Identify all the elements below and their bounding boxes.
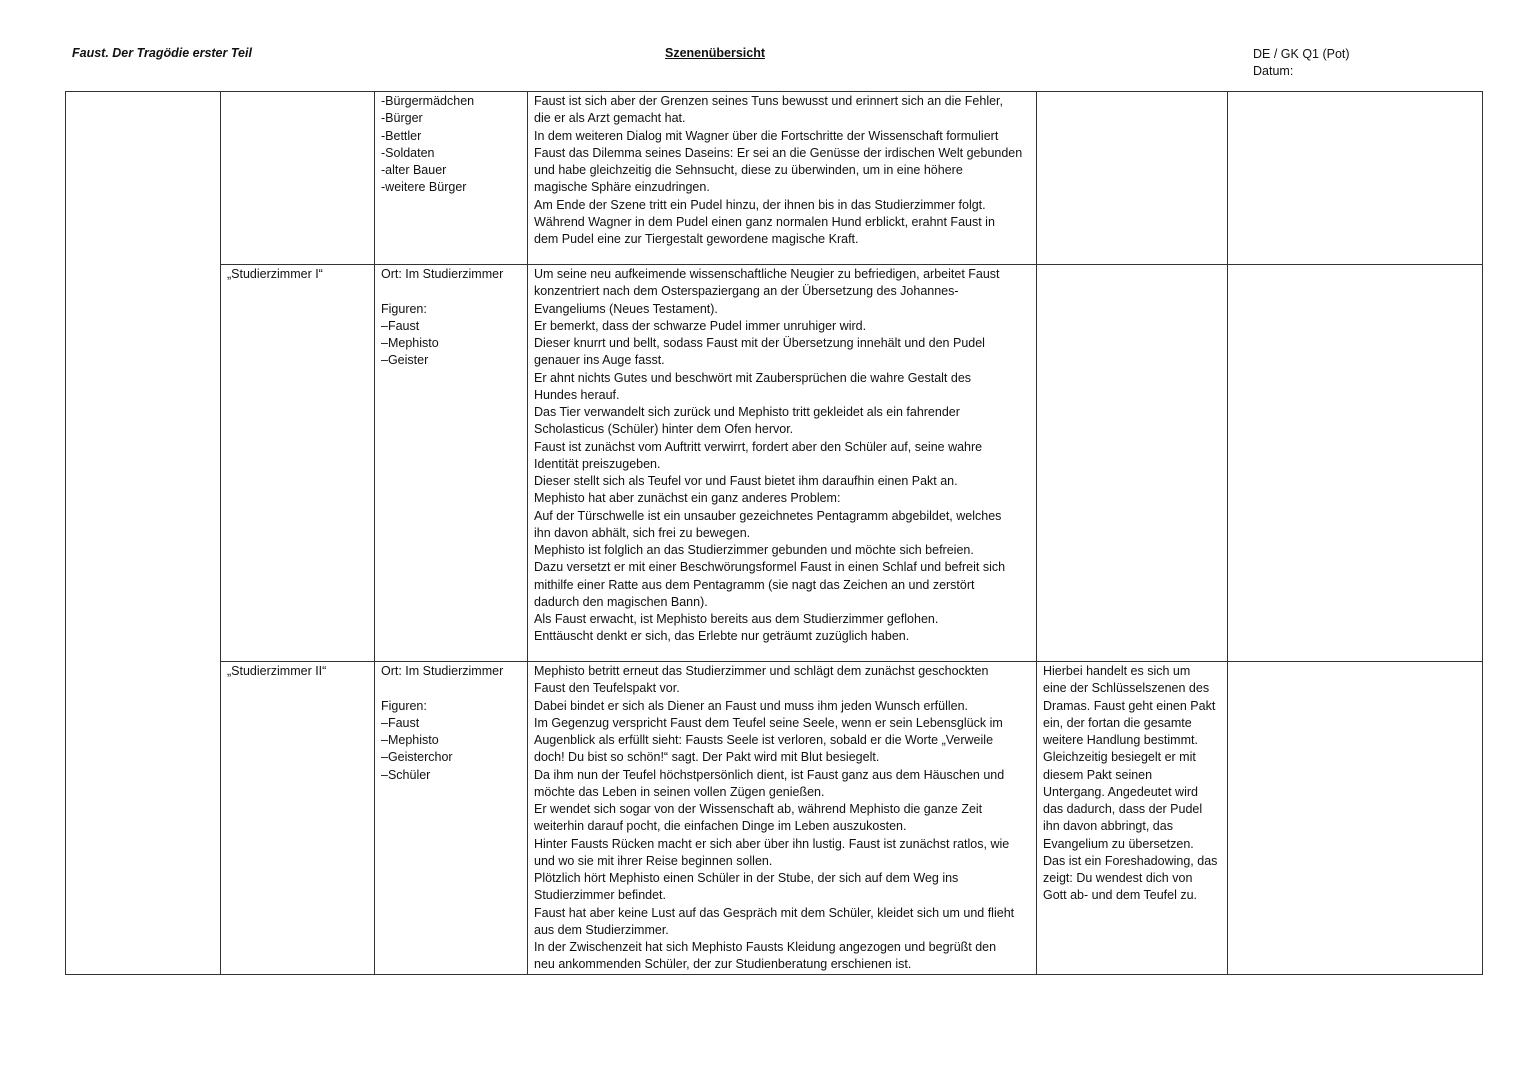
text-line: Plötzlich hört Mephisto einen Schüler in der Stube, der sich auf dem Weg ins bbox=[534, 871, 959, 885]
notes-cell bbox=[1037, 662, 1228, 975]
text-line: Hinter Fausts Rücken macht er sich aber über ihn lustig. Faust ist zunächst ratlos, wie bbox=[534, 836, 1010, 851]
text-line: ihn davon abhält, sich frei zu bewegen. bbox=[534, 525, 751, 540]
text-line: weiterhin darauf pocht, die einfachen Dinge im Leben auszukosten. bbox=[534, 819, 907, 834]
text-line: Auf der Türschwelle ist ein unsauber gezeichnetes Pentagramm abgebildet, welches bbox=[534, 508, 1002, 523]
figures-cell bbox=[375, 265, 528, 662]
text-line: –Mephisto bbox=[381, 733, 439, 747]
text-line: konzentriert nach dem Osterspaziergang an der Übersetzung des Johannes- bbox=[534, 284, 959, 299]
act-cell bbox=[66, 92, 221, 975]
text-line: -weitere Bürger bbox=[381, 180, 467, 195]
scene-cell bbox=[221, 92, 375, 265]
text-line: -Bürgermädchen bbox=[381, 94, 475, 108]
text-line: Da ihm nun der Teufel höchstpersönlich dient, ist Faust ganz aus dem Häuschen und bbox=[534, 767, 1005, 782]
text-line: Studierzimmer befindet. bbox=[534, 888, 667, 903]
extra-cell bbox=[1228, 265, 1483, 662]
text-line: Evangeliums (Neues Testament). bbox=[534, 301, 718, 316]
text-line: ein, der fortan die gesamte bbox=[1043, 715, 1192, 730]
text-line: Mephisto ist folglich an das Studierzimmer gebunden und möchte sich befreien. bbox=[534, 543, 974, 557]
scene-table bbox=[65, 91, 1483, 975]
course-info bbox=[1253, 46, 1350, 80]
text-line: die er als Arzt gemacht hat. bbox=[534, 111, 686, 126]
content-cell bbox=[528, 662, 1037, 975]
section-title: Szenenübersicht bbox=[665, 46, 766, 60]
text-line: Dabei bindet er sich als Diener an Faust und muss ihm jeden Wunsch erfüllen. bbox=[534, 698, 969, 713]
text-line: In der Zwischenzeit hat sich Mephisto Fausts Kleidung angezogen und begrüßt den bbox=[534, 940, 997, 954]
table-row bbox=[66, 265, 1483, 662]
text-line: Er wendet sich sogar von der Wissenschaft ab, während Mephisto die ganze Zeit bbox=[534, 802, 983, 816]
place-label: Ort: Im Studierzimmer bbox=[381, 267, 504, 281]
text-line: das dadurch, dass der Pudel bbox=[1043, 802, 1203, 816]
text-line: Gleichzeitig besiegelt er mit bbox=[1043, 750, 1196, 765]
content-cell bbox=[528, 92, 1037, 265]
place-label: Ort: Im Studierzimmer bbox=[381, 664, 504, 678]
text-line: Mephisto hat aber zunächst ein ganz anderes Problem: bbox=[534, 491, 841, 506]
text-line: und wo sie mit ihrer Reise beginnen sollen. bbox=[534, 853, 773, 868]
text-line: diesem Pakt seinen bbox=[1043, 767, 1153, 782]
extra-cell bbox=[1228, 662, 1483, 975]
text-line: ihn davon abbringt, das bbox=[1043, 819, 1173, 834]
text-line: Hundes herauf. bbox=[534, 387, 620, 402]
text-line: –Schüler bbox=[381, 767, 431, 782]
text-line: -Soldaten bbox=[381, 145, 435, 160]
text-line: –Mephisto bbox=[381, 336, 439, 350]
text-line: Als Faust erwacht, ist Mephisto bereits aus dem Studierzimmer geflohen. bbox=[534, 612, 939, 626]
text-line: Um seine neu aufkeimende wissenschaftliche Neugier zu befriedigen, arbeitet Faust bbox=[534, 267, 1000, 281]
document-title: Faust. Der Tragödie erster Teil bbox=[72, 46, 252, 60]
text-line: Gott ab- und dem Teufel zu. bbox=[1043, 888, 1198, 903]
text-line: Dieser stellt sich als Teufel vor und Faust bietet ihm daraufhin einen Pakt an. bbox=[534, 474, 958, 488]
text-line: –Geister bbox=[381, 353, 429, 368]
text-line: mithilfe einer Ratte aus dem Pentagramm (sie nagt das Zeichen an und zerstört bbox=[534, 577, 975, 592]
text-line: In dem weiteren Dialog mit Wagner über die Fortschritte der Wissenschaft formuliert bbox=[534, 128, 999, 143]
text-line: Faust das Dilemma seines Daseins: Er sei an die Genüsse der irdischen Welt gebunden bbox=[534, 145, 1023, 160]
scene-cell: „Studierzimmer II“ bbox=[221, 662, 375, 975]
table-row bbox=[66, 92, 1483, 265]
text-line: –Geisterchor bbox=[381, 750, 453, 765]
text-line: Hierbei handelt es sich um bbox=[1043, 664, 1191, 678]
text-line: Enttäuscht denkt er sich, das Erlebte nur geträumt zuzüglich haben. bbox=[534, 629, 910, 644]
text-line: Im Gegenzug verspricht Faust dem Teufel seine Seele, wenn er sein Lebensglück im bbox=[534, 715, 1003, 730]
table-row bbox=[66, 662, 1483, 975]
content-cell bbox=[528, 265, 1037, 662]
text-line: Er ahnt nichts Gutes und beschwört mit Zaubersprüchen die wahre Gestalt des bbox=[534, 370, 972, 385]
figures-label: Figuren: bbox=[381, 698, 427, 713]
text-line: Dazu versetzt er mit einer Beschwörungsformel Faust in einen Schlaf und befreit sich bbox=[534, 560, 1006, 575]
extra-cell bbox=[1228, 92, 1483, 265]
text-line: eine der Schlüsselszenen des bbox=[1043, 681, 1210, 696]
text-line: Faust ist sich aber der Grenzen seines Tuns bewusst und erinnert sich an die Fehler, bbox=[534, 94, 1003, 108]
text-line: Am Ende der Szene tritt ein Pudel hinzu, der ihnen bis in das Studierzimmer folgt. bbox=[534, 197, 986, 212]
text-line: doch! Du bist so schön!“ sagt. Der Pakt wird mit Blut besiegelt. bbox=[534, 750, 880, 765]
text-line: aus dem Studierzimmer. bbox=[534, 922, 669, 937]
text-line: Augenblick als erfüllt sieht: Fausts Seele ist verloren, sobald er die Worte „Verweile bbox=[534, 733, 994, 747]
text-line: dadurch den magischen Bann). bbox=[534, 594, 708, 609]
text-line: Untergang. Angedeutet wird bbox=[1043, 784, 1198, 799]
text-line: Evangelium zu übersetzen. bbox=[1043, 836, 1194, 851]
figures-label: Figuren: bbox=[381, 301, 427, 316]
text-line: dem Pudel eine zur Tiergestalt gewordene magische Kraft. bbox=[534, 232, 859, 246]
text-line: Mephisto betritt erneut das Studierzimmer und schlägt dem zunächst geschockten bbox=[534, 664, 989, 678]
text-line: Faust ist zunächst vom Auftritt verwirrt, fordert aber den Schüler auf, seine wahre bbox=[534, 439, 983, 454]
text-line: möchte das Leben in seinen vollen Zügen genießen. bbox=[534, 784, 825, 799]
scene-cell: „Studierzimmer I“ bbox=[221, 265, 375, 662]
figures-list bbox=[381, 318, 521, 370]
text-line: zeigt: Du wendest dich von bbox=[1043, 871, 1193, 885]
date-label: Datum: bbox=[1253, 64, 1294, 78]
text-line: magische Sphäre einzudringen. bbox=[534, 180, 710, 195]
course-label: DE / GK Q1 (Pot) bbox=[1253, 47, 1350, 61]
text-line: neu ankommenden Schüler, der zur Studienberatung erschienen ist. bbox=[534, 957, 912, 972]
text-line: weitere Handlung bestimmt. bbox=[1043, 733, 1198, 747]
text-line: Er bemerkt, dass der schwarze Pudel immer unruhiger wird. bbox=[534, 318, 867, 333]
text-line: Faust hat aber keine Lust auf das Gespräch mit dem Schüler, kleidet sich um und flieht bbox=[534, 905, 1015, 920]
notes-cell bbox=[1037, 92, 1228, 265]
text-line: Das ist ein Foreshadowing, das bbox=[1043, 853, 1218, 868]
text-line: Das Tier verwandelt sich zurück und Mephisto tritt gekleidet als ein fahrender bbox=[534, 405, 960, 419]
text-line: Dieser knurrt und bellt, sodass Faust mit der Übersetzung innehält und den Pudel bbox=[534, 336, 985, 350]
text-line: Während Wagner in dem Pudel einen ganz normalen Hund erblickt, erahnt Faust in bbox=[534, 214, 995, 229]
figures-cell bbox=[375, 662, 528, 975]
text-line: -Bettler bbox=[381, 128, 422, 143]
text-line: Faust den Teufelspakt vor. bbox=[534, 681, 680, 696]
text-line: –Faust bbox=[381, 318, 420, 333]
text-line: Scholasticus (Schüler) hinter dem Ofen hervor. bbox=[534, 422, 794, 437]
text-line: und habe gleichzeitig die Sehnsucht, diese zu überwinden, um in eine höhere bbox=[534, 163, 963, 177]
text-line: -alter Bauer bbox=[381, 163, 447, 177]
figures-list bbox=[381, 715, 521, 784]
text-line: -Bürger bbox=[381, 111, 423, 126]
text-line: Dramas. Faust geht einen Pakt bbox=[1043, 698, 1216, 713]
notes-cell bbox=[1037, 265, 1228, 662]
text-line: –Faust bbox=[381, 715, 420, 730]
figures-cell bbox=[375, 92, 528, 265]
text-line: Identität preiszugeben. bbox=[534, 456, 661, 471]
text-line: genauer ins Auge fasst. bbox=[534, 353, 665, 368]
